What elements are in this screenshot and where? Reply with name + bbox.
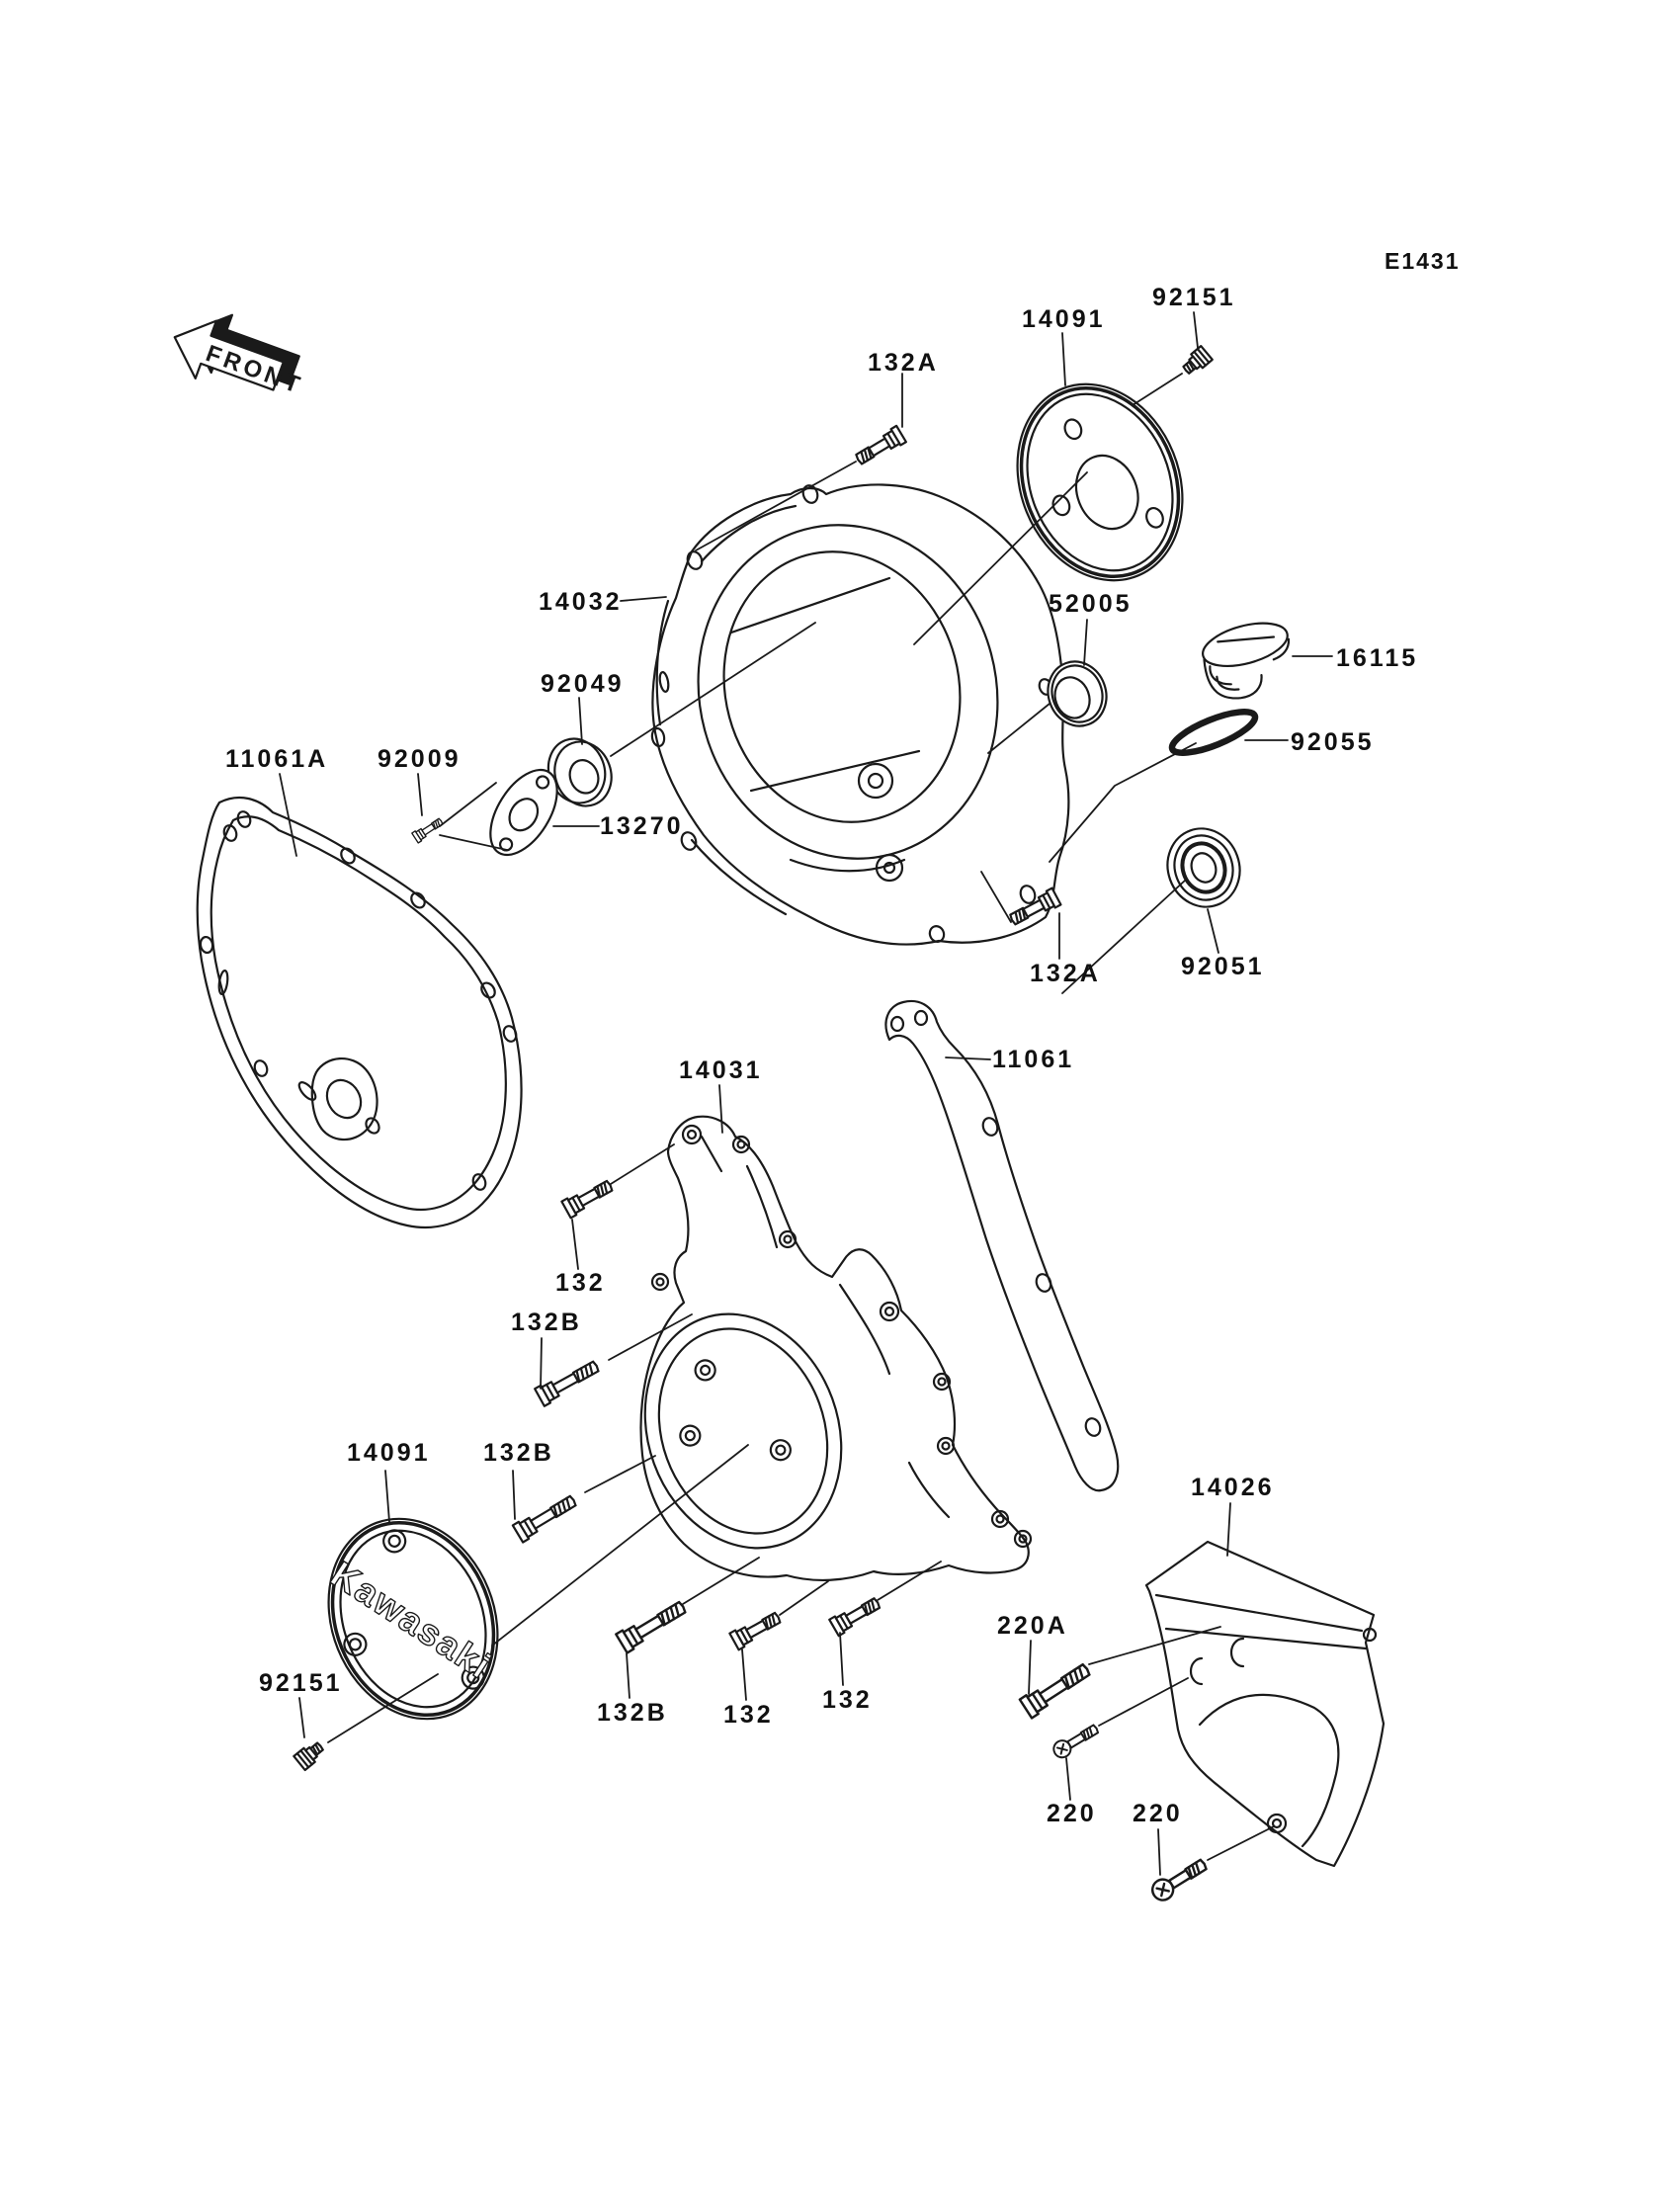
callout-92151-bottom: 92151: [259, 1669, 343, 1697]
front-arrow-label: FRONT: [202, 340, 307, 400]
callout-132B-kawasaki: 132B: [483, 1439, 554, 1467]
callout-220A: 220A: [997, 1612, 1068, 1640]
bearing-seal-drawing: [1156, 818, 1250, 917]
generator-cover-drawing: [613, 1117, 1031, 1580]
bolt-132-right: [829, 1594, 882, 1636]
callout-92049: 92049: [541, 670, 625, 698]
bolt-132a-top: [853, 426, 906, 468]
o-ring-drawing: [1167, 704, 1259, 761]
bolt-92151-top: [1180, 346, 1213, 377]
callout-92055: 92055: [1291, 728, 1375, 756]
callout-14032: 14032: [539, 588, 623, 616]
callout-11061A: 11061A: [225, 745, 329, 773]
bolt-92009: [412, 816, 445, 843]
bolt-132b-upper: [535, 1357, 601, 1405]
callout-132-mid: 132: [723, 1701, 774, 1729]
filler-cap-drawing: [1197, 616, 1301, 706]
callout-220-left: 220: [1047, 1800, 1097, 1827]
screw-220-right: [1148, 1855, 1210, 1903]
callout-132A-top: 132A: [868, 349, 939, 377]
front-arrow: [164, 299, 317, 414]
callout-16115: 16115: [1336, 644, 1419, 672]
bolt-132-mid: [729, 1609, 783, 1649]
callout-92009: 92009: [378, 745, 462, 773]
callout-132-upper: 132: [555, 1269, 606, 1297]
callout-14031: 14031: [679, 1056, 763, 1084]
callout-52005: 52005: [1049, 590, 1133, 618]
callout-220-right: 220: [1133, 1800, 1183, 1827]
bolt-132b-bottom: [616, 1597, 689, 1652]
callout-132-right: 132: [822, 1686, 873, 1714]
bolt-132-upper: [561, 1177, 615, 1218]
clutch-cover-gasket-drawing: [198, 798, 522, 1227]
callout-92151-top: 92151: [1152, 284, 1236, 311]
callout-92051: 92051: [1181, 953, 1265, 980]
bolt-92151-bottom: [294, 1739, 326, 1770]
callout-14091-top: 14091: [1022, 305, 1106, 333]
callout-132B-bottom: 132B: [597, 1699, 668, 1727]
callout-132A-bottom: 132A: [1030, 960, 1101, 987]
callout-132B-upper: 132B: [511, 1309, 582, 1336]
diagram-code: E1431: [1385, 248, 1461, 274]
callout-14026: 14026: [1191, 1474, 1275, 1501]
callout-14091-bottom: 14091: [347, 1439, 431, 1467]
kawasaki-cover-drawing: [299, 1493, 527, 1744]
callout-11061: 11061: [992, 1046, 1075, 1073]
screw-220-left: [1050, 1721, 1101, 1760]
bolt-220a: [1020, 1659, 1093, 1718]
kawasaki-logo-text: Kawasaki: [323, 1554, 499, 1688]
bolt-132b-kawasaki: [513, 1491, 579, 1542]
callout-13270: 13270: [600, 812, 684, 840]
